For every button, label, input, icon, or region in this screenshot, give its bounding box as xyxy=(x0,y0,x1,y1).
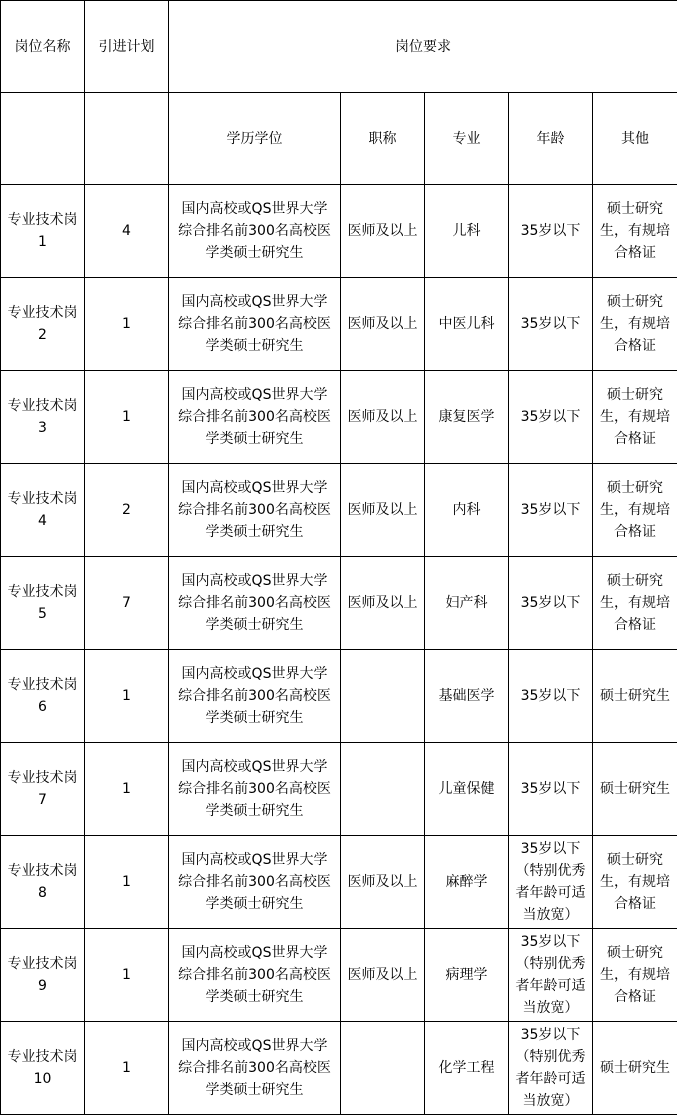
cell-age: 35岁以下 xyxy=(509,557,593,650)
cell-other: 硕士研究 生，有规培 合格证 xyxy=(593,929,677,1022)
header-other: 其他 xyxy=(593,93,677,185)
cell-age: 35岁以下 xyxy=(509,650,593,743)
cell-other: 硕士研究 生，有规培 合格证 xyxy=(593,836,677,929)
cell-plan: 1 xyxy=(85,371,169,464)
cell-title xyxy=(341,743,425,836)
cell-major: 儿童保健 xyxy=(425,743,509,836)
cell-position: 专业技术岗 9 xyxy=(1,929,85,1022)
table-row xyxy=(1,464,677,557)
cell-title: 医师及以上 xyxy=(341,464,425,557)
cell-other: 硕士研究 生，有规培 合格证 xyxy=(593,557,677,650)
cell-age: 35岁以下 xyxy=(509,185,593,278)
table-row xyxy=(1,371,677,464)
cell-position: 专业技术岗 6 xyxy=(1,650,85,743)
cell-other: 硕士研究 生，有规培 合格证 xyxy=(593,185,677,278)
cell-major: 内科 xyxy=(425,464,509,557)
cell-major: 康复医学 xyxy=(425,371,509,464)
table-row xyxy=(1,836,677,929)
cell-age: 35岁以下 xyxy=(509,743,593,836)
cell-age: 35岁以下 （特别优秀 者年龄可适 当放宽） xyxy=(509,836,593,929)
header-requirements: 岗位要求 xyxy=(169,1,677,93)
cell-plan: 1 xyxy=(85,836,169,929)
cell-education: 国内高校或QS世界大学 综合排名前300名高校医 学类硕士研究生 xyxy=(169,650,341,743)
table-row xyxy=(1,557,677,650)
cell-title: 医师及以上 xyxy=(341,929,425,1022)
cell-major: 麻醉学 xyxy=(425,836,509,929)
header-row-2 xyxy=(1,93,677,185)
cell-education: 国内高校或QS世界大学 综合排名前300名高校医 学类硕士研究生 xyxy=(169,836,341,929)
cell-education: 国内高校或QS世界大学 综合排名前300名高校医 学类硕士研究生 xyxy=(169,371,341,464)
cell-education: 国内高校或QS世界大学 综合排名前300名高校医 学类硕士研究生 xyxy=(169,185,341,278)
cell-position: 专业技术岗 7 xyxy=(1,743,85,836)
cell-plan: 1 xyxy=(85,929,169,1022)
cell-plan: 4 xyxy=(85,185,169,278)
cell-age: 35岁以下 xyxy=(509,464,593,557)
cell-major: 基础医学 xyxy=(425,650,509,743)
cell-age: 35岁以下 （特别优秀 者年龄可适 当放宽） xyxy=(509,929,593,1022)
cell-position: 专业技术岗 2 xyxy=(1,278,85,371)
cell-education: 国内高校或QS世界大学 综合排名前300名高校医 学类硕士研究生 xyxy=(169,464,341,557)
cell-age: 35岁以下 xyxy=(509,278,593,371)
cell-title: 医师及以上 xyxy=(341,557,425,650)
header-age: 年龄 xyxy=(509,93,593,185)
cell-major: 中医儿科 xyxy=(425,278,509,371)
cell-major: 化学工程 xyxy=(425,1022,509,1115)
cell-education: 国内高校或QS世界大学 综合排名前300名高校医 学类硕士研究生 xyxy=(169,1022,341,1115)
header-row-1 xyxy=(1,1,677,93)
cell-title: 医师及以上 xyxy=(341,371,425,464)
cell-position: 专业技术岗 5 xyxy=(1,557,85,650)
cell-position: 专业技术岗 10 xyxy=(1,1022,85,1115)
cell-position: 专业技术岗 3 xyxy=(1,371,85,464)
cell-plan: 1 xyxy=(85,278,169,371)
header-title: 职称 xyxy=(341,93,425,185)
cell-education: 国内高校或QS世界大学 综合排名前300名高校医 学类硕士研究生 xyxy=(169,557,341,650)
cell-other: 硕士研究生 xyxy=(593,1022,677,1115)
cell-major: 儿科 xyxy=(425,185,509,278)
cell-other: 硕士研究生 xyxy=(593,743,677,836)
cell-plan: 7 xyxy=(85,557,169,650)
cell-plan: 1 xyxy=(85,1022,169,1115)
cell-title: 医师及以上 xyxy=(341,836,425,929)
table-row xyxy=(1,929,677,1022)
header-position-blank xyxy=(1,93,85,185)
cell-major: 妇产科 xyxy=(425,557,509,650)
header-education: 学历学位 xyxy=(169,93,341,185)
cell-major: 病理学 xyxy=(425,929,509,1022)
cell-other: 硕士研究 生，有规培 合格证 xyxy=(593,278,677,371)
table-row xyxy=(1,1022,677,1115)
cell-plan: 1 xyxy=(85,650,169,743)
table-row xyxy=(1,650,677,743)
table-row xyxy=(1,185,677,278)
cell-other: 硕士研究 生，有规培 合格证 xyxy=(593,464,677,557)
cell-title: 医师及以上 xyxy=(341,278,425,371)
header-position: 岗位名称 xyxy=(1,1,85,93)
cell-title: 医师及以上 xyxy=(341,185,425,278)
cell-education: 国内高校或QS世界大学 综合排名前300名高校医 学类硕士研究生 xyxy=(169,929,341,1022)
cell-age: 35岁以下 （特别优秀 者年龄可适 当放宽） xyxy=(509,1022,593,1115)
cell-position: 专业技术岗 1 xyxy=(1,185,85,278)
cell-title xyxy=(341,1022,425,1115)
cell-position: 专业技术岗 4 xyxy=(1,464,85,557)
cell-position: 专业技术岗 8 xyxy=(1,836,85,929)
cell-education: 国内高校或QS世界大学 综合排名前300名高校医 学类硕士研究生 xyxy=(169,278,341,371)
cell-other: 硕士研究生 xyxy=(593,650,677,743)
cell-education: 国内高校或QS世界大学 综合排名前300名高校医 学类硕士研究生 xyxy=(169,743,341,836)
cell-plan: 1 xyxy=(85,743,169,836)
table-row xyxy=(1,278,677,371)
table-row xyxy=(1,743,677,836)
cell-title xyxy=(341,650,425,743)
cell-age: 35岁以下 xyxy=(509,371,593,464)
header-major: 专业 xyxy=(425,93,509,185)
header-plan-blank xyxy=(85,93,169,185)
cell-other: 硕士研究 生，有规培 合格证 xyxy=(593,371,677,464)
cell-plan: 2 xyxy=(85,464,169,557)
header-plan: 引进计划 xyxy=(85,1,169,93)
